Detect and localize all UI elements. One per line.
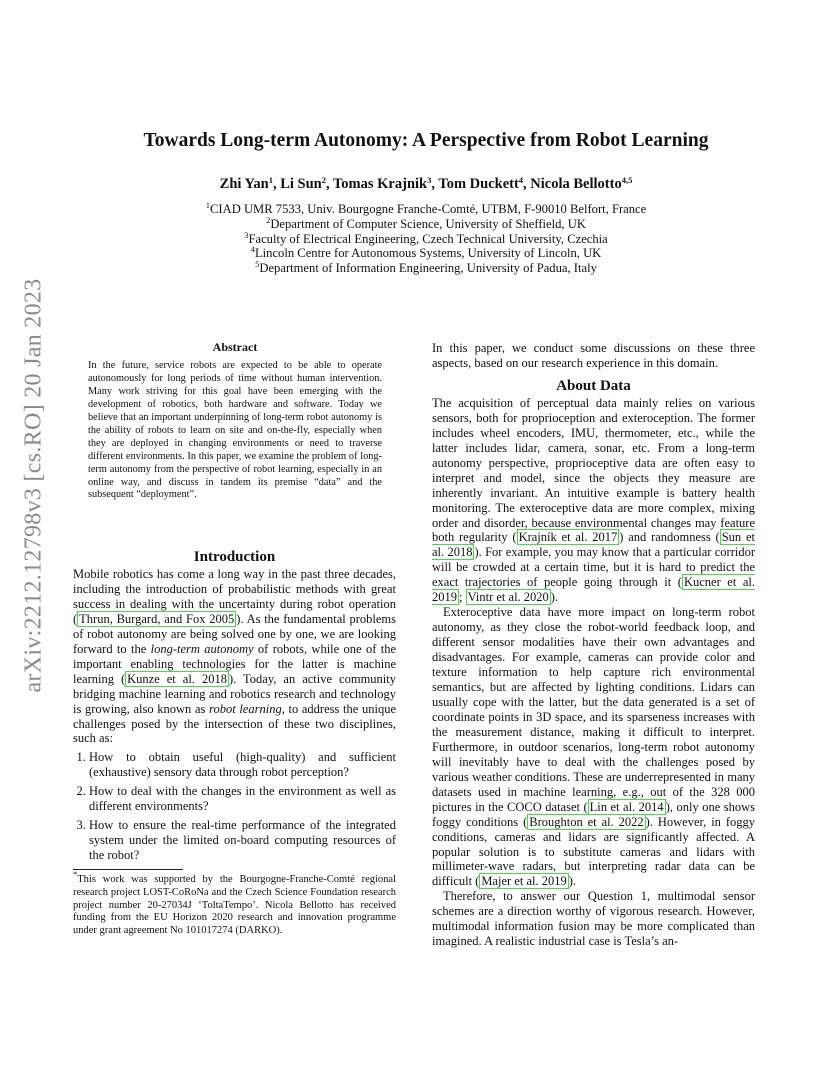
footnote-mark: * [73, 869, 78, 880]
footnote-text: This work was supported by the Bourgogne-Franche-Comté regional research project LOST-CoRoNa and the Czech Science Foundation research project number 20-27034J ‘ToltaTempo’. Nicola Bellotto has received funding from the EU Horizon 2020 research and innovation programme under grant agreement No 101017274 (DARKO). [73, 874, 396, 936]
introduction-paragraph: Mobile robotics has come a long way in the past three decades, including the introduction of probabilistic methods with great success in dealing with the uncertainty during robot operation ( Thrun, Burgard, and Fox 2005 ). As the fundamental problems of robot autonomy are being solved one by one, we are looking forward to the long-term autonomy of robots, while one of the important enabling technologies for the latter is machine learning ( Kunze et al. 2018 ). Today, an active community bridging machine learning and robotics research and technology is growing, also known as robot learning, to address the unique challenges posed by the intersection of these two disciplines, such as: [73, 567, 396, 746]
author-affil-mark: 1 [268, 175, 273, 185]
question-item: 1. How to obtain useful (high-quality) and sufficient (exhaustive) sensory data through robot perception? [89, 750, 396, 780]
citation-link[interactable]: Majer et al. 2019 [481, 874, 567, 889]
affil-text: Department of Computer Science, University of Sheffield, UK [270, 216, 586, 231]
author-affil-mark: 4 [518, 175, 524, 185]
author-name: Li Sun [280, 176, 322, 192]
citation-link[interactable]: Thrun, Burgard, and Fox 2005 [79, 611, 235, 626]
abstract-heading: Abstract [212, 340, 258, 354]
affiliation [60, 202, 792, 217]
affiliation [60, 214, 792, 232]
left-column [73, 547, 396, 938]
footnote [73, 869, 396, 938]
author-name: Nicola Bellotto [530, 176, 622, 192]
arxiv-identifier-stamp [14, 277, 54, 693]
intro-continuation: In this paper, we conduct some discussions on these three aspects, based on our research experience in this domain. [432, 341, 755, 370]
affiliation [60, 229, 792, 247]
citation-link[interactable]: Kucner et al. 2019 [432, 575, 756, 605]
author-affil-mark: 2 [321, 175, 326, 185]
author-name: Zhi Yan [219, 176, 269, 192]
footnote-rule [73, 869, 183, 870]
citation-link[interactable]: Vintr et al. 2020 [467, 590, 549, 605]
affil-mark: 2 [266, 214, 271, 225]
affil-text: Lincoln Centre for Autonomous Systems, University of Lincoln, UK [254, 246, 602, 261]
question-item: 2. How to deal with the changes in the environment as well as different environments? [89, 784, 396, 814]
affil-text: CIAD UMR 7533, Univ. Bourgogne Franche-Comté, UTBM, F-90010 Belfort, France [210, 202, 647, 216]
author-name: Tomas Krajnik [332, 176, 428, 192]
affil-text: Faculty of Electrical Engineering, Czech Technical University, Czechia [248, 231, 608, 246]
author-list: Zhi Yan$^1$, Li Sun$^2$, Tomas Krajnik$^3$, Tom Duckett$^4$, Nicola Bellotto$^{4,5}$ [219, 175, 633, 192]
abstract-text: In the future, service robots are expected to be able to operate autonomously for long periods of time without human intervention. Many work striving for this goal have been emerging with the development of robotics, both hardware and software. Today we believe that an important underpinning of long-term robot autonomy is the ability of robots to learn on site and on-the-fly, especially when they are deployed in changing environments or need to traverse different environments. In this paper, we examine the problem of long-term autonomy from the perspective of robot learning, especially in an online way, and discuss in tandem its premise “data” and the subsequent “deployment”. [88, 359, 382, 501]
about-data-paragraph: Exteroceptive data have more impact on long-term robot autonomy, as they close the robot-world feedback loop, and different sensor modalities have their own advantages and disadvantages. For example, cameras can provide color and texture information to help capture rich environmental semantics, but are affected by lighting conditions. Lidars can usually cope with the latter, but the data generated is a set of coordinate points in 3D space, and its sparseness increases with the measurement distance, making it difficult to interpret. Furthermore, in outdoor scenarios, long-term robot autonomy will inevitably have to deal with the challenges posed by various weather conditions. These are underrepresented in many datasets used in machine learning, e.g., out of the 328 000 pictures in the COCO dataset ( Lin et al. 2014 ), only one shows foggy conditions ( Broughton et al. 2022 ). However, in foggy conditions, cameras and lidars are significantly affected. A popular solution is to substitute cameras and lidars with millimeter-wave radars, but interpreting radar data can be difficult ( Majer et al. 2019 ). [432, 605, 755, 889]
affil-mark: 1 [205, 200, 211, 210]
affiliation-list [60, 202, 792, 276]
affiliation [60, 246, 792, 261]
affiliation [60, 261, 792, 276]
affil-mark: 4 [250, 244, 255, 255]
research-questions-list [73, 750, 396, 863]
citation-link[interactable]: Sun et al. 2018 [432, 530, 755, 560]
citation-link[interactable]: Kunze et al. 2018 [127, 671, 227, 686]
citation-link[interactable]: Krajník et al. 2017 [518, 530, 618, 545]
author-affil-mark: 4,5 [621, 175, 633, 185]
affil-mark: 3 [244, 229, 249, 240]
about-data-paragraph: The acquisition of perceptual data mainly relies on various sensors, both for proprioception and exteroception. The former includes wheel encoders, IMU, thermometer, etc., while the latter includes lidar, camera, sonar, etc. From a long-term autonomy perspective, proprioceptive data are often easy to interpret and model, since the objects they measure are inherently invariant. An intuitive example is battery health monitoring. The exteroceptive data are more complex, mixing order and disorder, because environmental changes may feature both regularity ( Krajník et al. 2017 ) and randomness ( Sun et al. 2018 ). For example, you may know that a particular corridor will be crowded at a certain time, but it is hard to predict the exact trajectories of people going through it ( Kucner et al. 2019 ; Vintr et al. 2020 ). [432, 395, 756, 605]
abstract-section [88, 340, 382, 502]
paper-title: Towards Long-term Autonomy: A Perspective from Robot Learning [143, 130, 709, 151]
about-data-heading: About Data [556, 377, 631, 394]
arxiv-stamp-text: arXiv:2212.12798v3 [cs.RO] 20 Jan 2023 [20, 277, 47, 693]
affil-mark: 5 [255, 259, 260, 270]
author-affil-mark: 3 [427, 175, 432, 185]
about-data-paragraph: Therefore, to answer our Question 1, multimodal sensor schemes are a direction worthy of vigorous research. However, multimodal information fusion may be more complicated than imagined. A realistic industrial case is Tesla’s an- [432, 889, 755, 949]
citation-link[interactable]: Broughton et al. 2022 [529, 814, 644, 829]
question-item: 3. How to ensure the real-time performance of the integrated system under the limited on-board computing resources of the robot? [89, 818, 396, 863]
introduction-heading: Introduction [193, 549, 276, 565]
citation-link[interactable]: Lin et al. 2014 [589, 799, 664, 814]
author-name: Tom Duckett [438, 176, 519, 192]
affil-text: Department of Information Engineering, University of Padua, Italy [259, 261, 597, 276]
right-column [432, 341, 755, 949]
